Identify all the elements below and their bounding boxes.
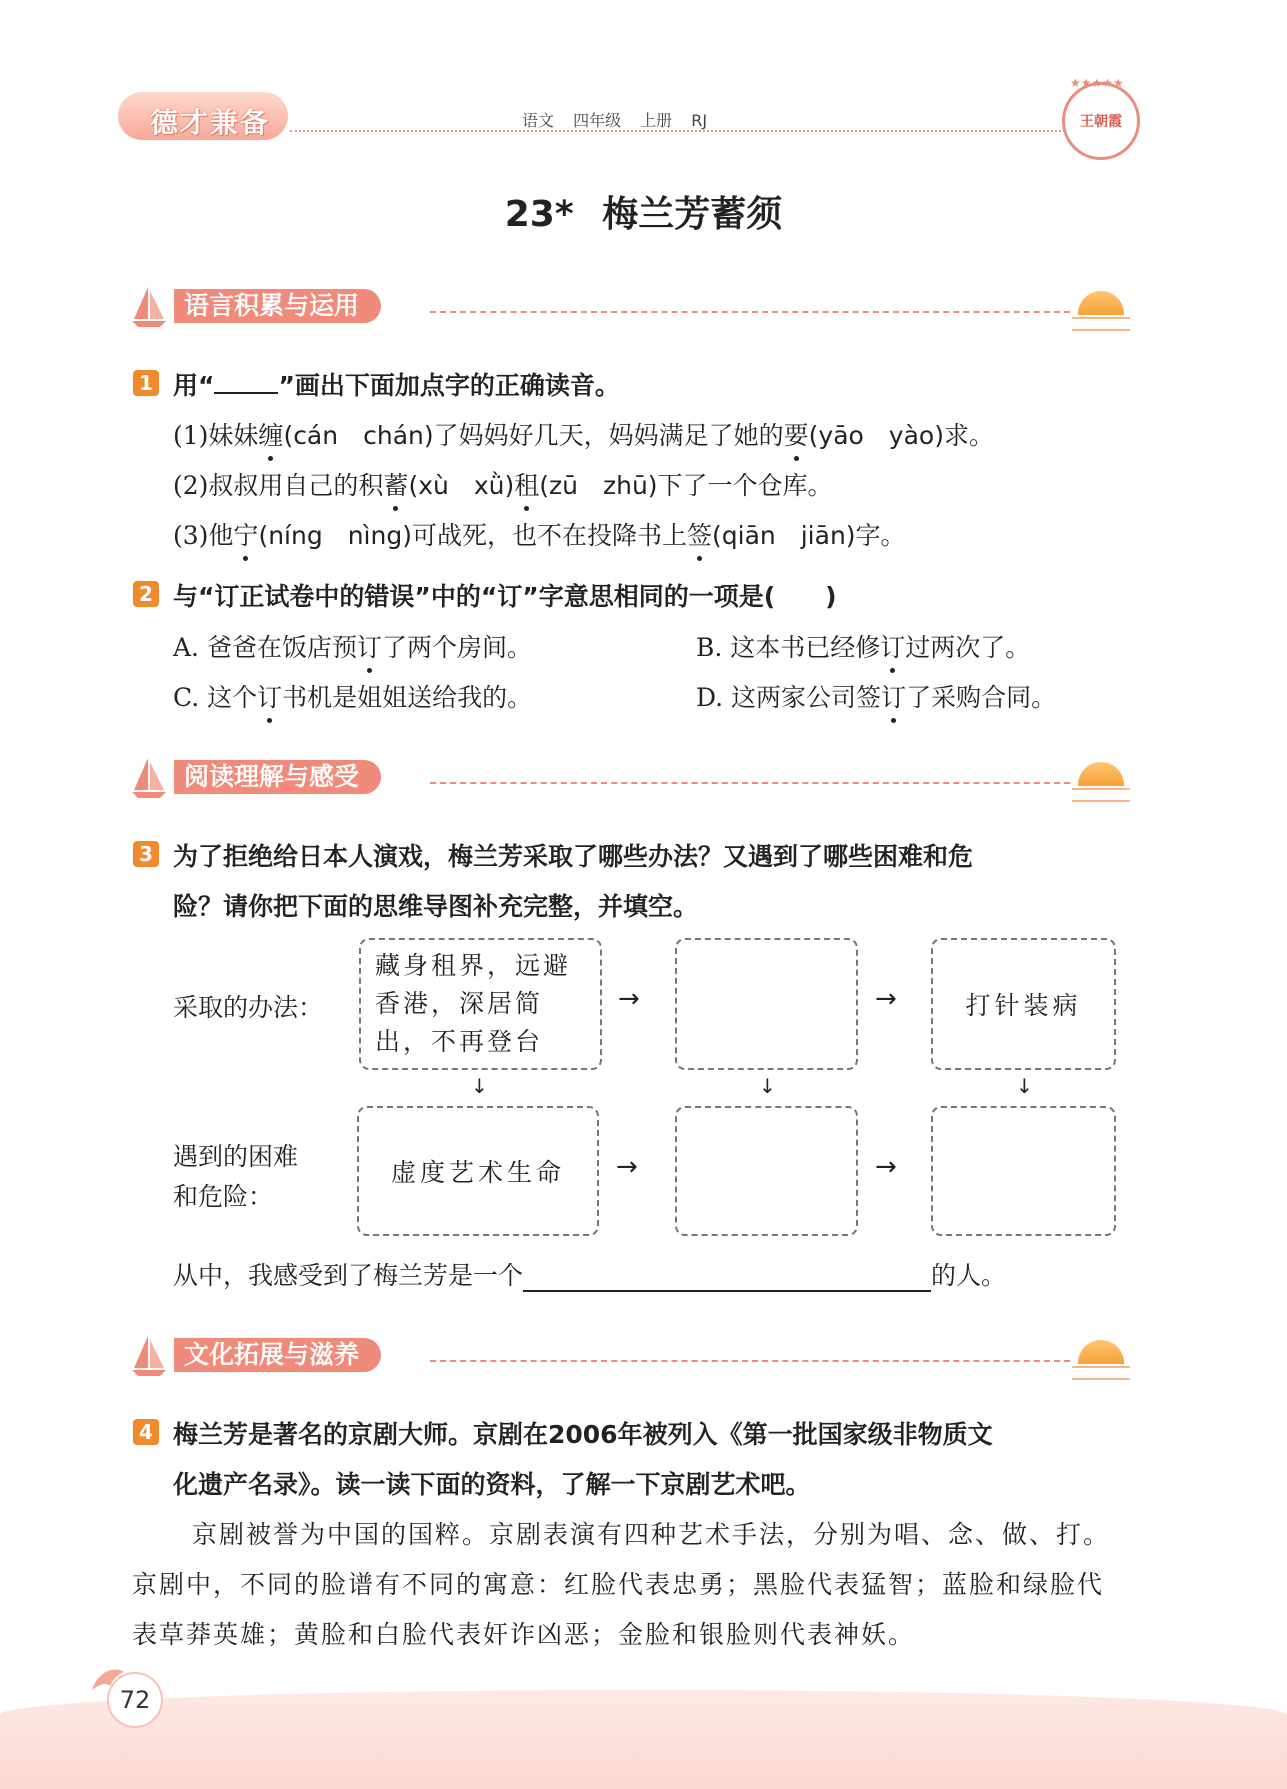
down-arrow-icon: ↓: [759, 1074, 776, 1098]
section-title: 语言积累与运用: [174, 289, 381, 323]
footer-decoration: [0, 1690, 1287, 1789]
dotted-char: 订: [257, 678, 282, 714]
dotted-char: 订: [881, 678, 906, 714]
underline-sample: [214, 392, 278, 394]
down-arrow-icon: ↓: [1016, 1074, 1033, 1098]
sunset-lines: [1072, 1366, 1130, 1380]
fill-in-sentence: 从中，我感受到了梅兰芳是一个 的人。: [173, 1261, 1007, 1290]
mindmap-box-method-2-blank[interactable]: [675, 938, 858, 1070]
lesson-name: 梅兰芳蓄须: [602, 194, 783, 235]
option-d[interactable]: D. 这两家公司签订了采购合同。: [696, 678, 1056, 714]
dotted-char: 签: [687, 516, 712, 552]
mindmap-row-label-dangers-1: 遇到的困难: [173, 1142, 299, 1171]
brand-logo-text: 德才兼备: [150, 106, 271, 139]
section-title: 文化拓展与滋养: [174, 1338, 381, 1372]
reading-paragraph-line-1: 京剧被誉为中国的国粹。京剧表演有四种艺术手法，分别为唱、念、做、打。: [192, 1520, 1111, 1549]
reading-paragraph-line-2: 京剧中，不同的脸谱有不同的寓意：红脸代表忠勇；黑脸代表猛智；蓝脸和绿脸代: [132, 1570, 1105, 1599]
dotted-char: 订: [880, 628, 905, 664]
sunset-lines: [1072, 317, 1130, 331]
pinyin-choices[interactable]: (xù xǜ): [408, 471, 515, 500]
dotted-char: 要: [784, 416, 809, 452]
question-1-item-1: (1)妹妹缠(cán chán)了妈妈好几天，妈妈满足了她的要(yāo yào)求。: [173, 416, 994, 452]
question-number-badge: 3: [133, 841, 159, 867]
section-title: 阅读理解与感受: [174, 760, 381, 794]
question-3-prompt-line-1: 为了拒绝给日本人演戏，梅兰芳采取了哪些办法？又遇到了哪些困难和危: [173, 842, 974, 871]
section-banner-language: [130, 283, 1130, 331]
mindmap-box-danger-3-blank[interactable]: [931, 1106, 1116, 1236]
option-b[interactable]: B. 这本书已经修订过两次了。: [696, 628, 1030, 664]
right-arrow-icon: →: [618, 984, 640, 1014]
mindmap-box-method-3: 打针装病: [931, 938, 1116, 1070]
pinyin-choices[interactable]: (yāo yào): [808, 421, 944, 450]
sunset-icon: [1078, 291, 1124, 315]
question-1-item-3: (3)他宁(níng nìng)可战死，也不在投降书上签(qiān jiān)字。: [173, 516, 906, 552]
right-arrow-icon: →: [616, 1152, 638, 1182]
dotted-char: 缠: [258, 416, 283, 452]
mindmap-box-danger-2-blank[interactable]: [675, 1106, 858, 1236]
question-2-prompt: 与“订正试卷中的错误”中的“订”字意思相同的一项是( ): [173, 582, 837, 611]
question-number-badge: 4: [133, 1419, 159, 1445]
question-1-prompt: 用“ ”画出下面加点字的正确读音。: [173, 371, 620, 400]
header-subject-line: 语文 四年级 上册 RJ: [522, 111, 708, 130]
author-stamp: [1062, 82, 1140, 160]
pinyin-choices[interactable]: (qiān jiān): [712, 521, 856, 550]
sunset-icon: [1078, 762, 1124, 786]
section-banner-reading: [130, 754, 1130, 802]
section-banner-culture: [130, 1332, 1130, 1380]
section-dash-line: [430, 1360, 1070, 1362]
stamp-stars: ★★★★★: [1070, 76, 1124, 90]
question-3-prompt-line-2: 险？请你把下面的思维导图补充完整，并填空。: [173, 892, 699, 921]
question-number-badge: 2: [133, 581, 159, 607]
reading-paragraph-line-3: 表草莽英雄；黄脸和白脸代表奸诈凶恶；金脸和银脸则代表神妖。: [132, 1620, 916, 1649]
question-4-prompt-line-1: 梅兰芳是著名的京剧大师。京剧在2006年被列入《第一批国家级非物质文: [173, 1420, 993, 1449]
dotted-char: 宁: [233, 516, 258, 552]
pinyin-choices[interactable]: (zū zhū): [539, 471, 658, 500]
right-arrow-icon: →: [875, 1152, 897, 1182]
down-arrow-icon: ↓: [471, 1074, 488, 1098]
section-dash-line: [430, 311, 1070, 313]
question-number-badge: 1: [133, 370, 159, 396]
stamp-text: 王朝霞: [1080, 114, 1122, 130]
right-arrow-icon: →: [875, 984, 897, 1014]
lesson-number: 23*: [504, 194, 574, 235]
sailboat-icon: [130, 1334, 168, 1378]
mindmap-row-label-methods: 采取的办法：: [173, 993, 324, 1022]
mindmap-box-danger-1: 虚度艺术生命: [357, 1106, 599, 1236]
mindmap-box-method-1: 藏身租界，远避香港，深居简出，不再登台: [359, 938, 602, 1070]
sailboat-icon: [130, 285, 168, 329]
dotted-char: 租: [514, 466, 539, 502]
page-number: 72: [119, 1686, 151, 1714]
option-c[interactable]: C. 这个订书机是姐姐送给我的。: [173, 678, 532, 714]
mindmap-row-label-dangers-2: 和危险：: [173, 1182, 274, 1211]
sunset-icon: [1078, 1340, 1124, 1364]
lesson-title: [0, 186, 1287, 237]
pinyin-choices[interactable]: (cán chán): [283, 421, 434, 450]
dotted-char: 订: [357, 628, 382, 664]
section-dash-line: [430, 782, 1070, 784]
question-1-item-2: (2)叔叔用自己的积蓄(xù xǜ)租(zū zhū)下了一个仓库。: [173, 466, 833, 502]
dotted-char: 蓄: [383, 466, 408, 502]
option-a[interactable]: A. 爸爸在饭店预订了两个房间。: [173, 628, 532, 664]
pinyin-choices[interactable]: (níng nìng): [258, 521, 412, 550]
question-4-prompt-line-2: 化遗产名录》。读一读下面的资料，了解一下京剧艺术吧。: [173, 1470, 811, 1499]
sunset-lines: [1072, 788, 1130, 802]
sailboat-icon: [130, 756, 168, 800]
answer-blank[interactable]: [523, 1261, 931, 1292]
